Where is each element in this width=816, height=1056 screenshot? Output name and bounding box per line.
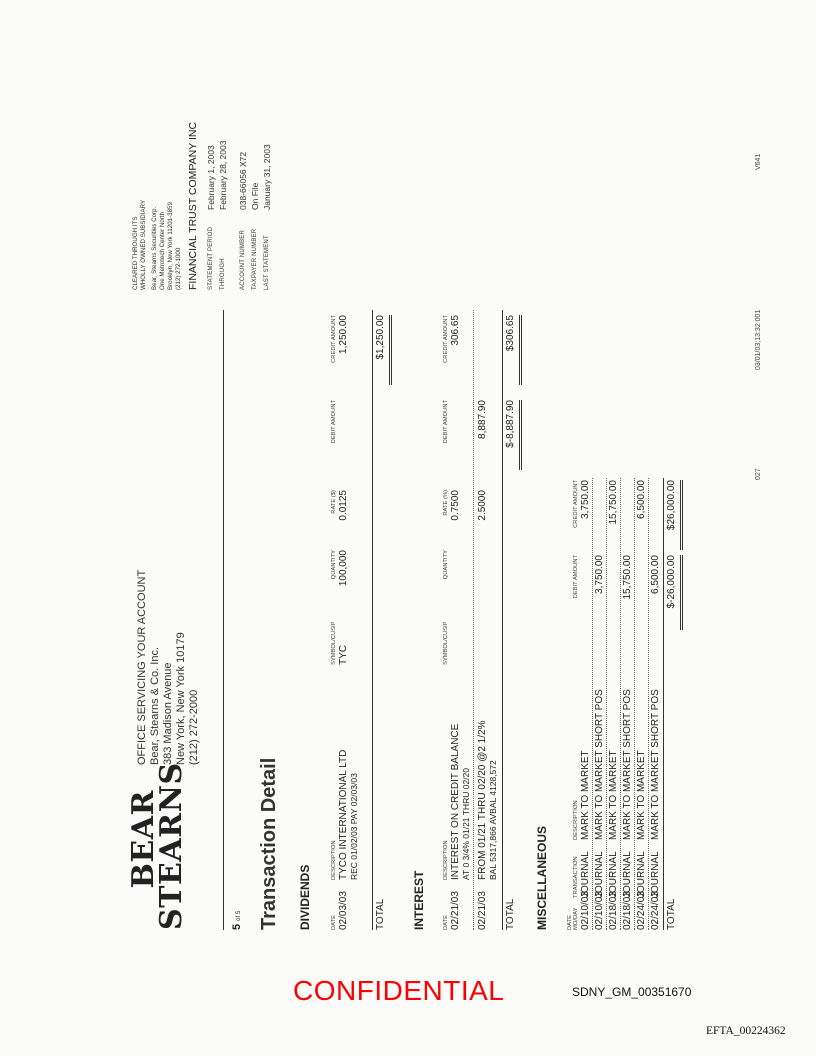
int-row1-credit: 306.65 <box>450 315 461 346</box>
misc-row-txn: JOURNAL <box>622 851 633 898</box>
period-end: February 28, 2003 <box>218 140 228 210</box>
div-total-label: TOTAL <box>375 898 386 930</box>
misc-row-desc: MARK TO MARKET SHORT POS <box>622 689 633 840</box>
misc-heading: MISCELLANEOUS <box>535 825 549 930</box>
footer-code-1: 027 <box>755 468 762 480</box>
confidential-stamp: CONFIDENTIAL <box>293 975 505 1006</box>
div-col-quantity: QUANTITY <box>331 550 337 580</box>
page-of: of 5 <box>236 910 242 921</box>
statement-info <box>205 40 273 290</box>
taxpayer-label: TAXPAYER NUMBER <box>252 228 258 290</box>
int-row1-desc1: INTEREST ON CREDIT BALANCE <box>450 723 461 880</box>
misc-row-date: 02/10/03 <box>594 891 605 930</box>
misc-row-desc: MARK TO MARKET SHORT POS <box>594 689 605 840</box>
int-col-symbol: SYMBOL/CUSIP <box>443 621 449 665</box>
misc-col-credit: CREDIT AMOUNT <box>573 480 579 528</box>
int-col-quantity: QUANTITY <box>443 550 449 580</box>
page-num: 5 <box>231 923 243 930</box>
div-col-description: DESCRIPTION <box>331 840 337 880</box>
page-number <box>231 911 243 930</box>
dividends-heading: DIVIDENDS <box>298 864 312 930</box>
misc-col-debit: DEBIT AMOUNT <box>573 555 579 599</box>
header-divider <box>223 310 224 930</box>
through-label: THROUGH <box>220 258 226 290</box>
int-col-date: DATE <box>443 914 449 930</box>
div-total-underline <box>389 315 392 385</box>
int-col-credit: CREDIT AMOUNT <box>443 315 449 363</box>
div-row-desc2: REC 01/02/03 PAY 02/03/03 <box>349 773 359 880</box>
misc-row-txn: JOURNAL <box>608 851 619 898</box>
last-statement-label: LAST STATEMENT <box>264 235 270 290</box>
int-row1-date: 02/21/03 <box>450 891 461 930</box>
misc-row-debit: 15,750.00 <box>622 555 633 600</box>
footer-code-2: 03/01/03;13:32 001 <box>755 309 762 370</box>
last-statement-date: January 31, 2003 <box>262 144 272 210</box>
client-name: FINANCIAL TRUST COMPANY INC <box>187 121 199 290</box>
logo-line-2: STEARNS <box>154 762 189 930</box>
page-title: Transaction Detail <box>258 757 280 930</box>
misc-total-label: TOTAL <box>666 898 677 930</box>
misc-total-rule <box>663 478 664 930</box>
efta-number: EFTA_00224362 <box>706 1025 786 1037</box>
div-col-debit: DEBIT AMOUNT <box>331 400 337 444</box>
statement-page-rotated <box>126 30 770 930</box>
int-total-label: TOTAL <box>505 898 516 930</box>
misc-row-divider <box>592 478 593 930</box>
int-total-debit-underline <box>519 400 522 470</box>
misc-row-date: 02/24/03 <box>650 891 661 930</box>
misc-row-txn: JOURNAL <box>594 851 605 898</box>
int-row2-debit: 8,887.90 <box>477 400 488 439</box>
bates-number: SDNY_GM_00351670 <box>572 985 692 999</box>
office-line: OFFICE SERVICING YOUR ACCOUNT <box>136 569 148 765</box>
cleared-line: (212) 272-1000 <box>175 247 182 290</box>
div-row-rate: 0.0125 <box>338 490 349 521</box>
misc-row-date: 02/18/03 <box>608 891 619 930</box>
misc-total-credit-underline <box>680 480 683 550</box>
bear-stearns-logo <box>126 762 189 930</box>
misc-row-txn: JOURNAL <box>650 851 661 898</box>
div-col-symbol: SYMBOL/CUSIP <box>331 621 337 665</box>
cleared-line: Bear, Stearns Securities Corp. <box>151 206 158 290</box>
misc-row-debit: 3,750.00 <box>594 555 605 594</box>
div-col-credit: CREDIT AMOUNT <box>331 315 337 363</box>
misc-row-date: 02/24/03 <box>636 891 647 930</box>
misc-col-transaction: TRANSACTION <box>573 856 579 898</box>
misc-total-debit-underline <box>680 555 683 630</box>
misc-row-desc: MARK TO MARKET <box>608 750 619 840</box>
misc-row-debit: 6,500.00 <box>650 555 661 594</box>
misc-row-divider <box>620 478 621 930</box>
int-total-rule <box>502 310 503 930</box>
office-line: Bear, Stearns & Co. Inc. <box>149 646 161 765</box>
misc-row-date: 02/10/03 <box>580 891 591 930</box>
div-row-desc1: TYCO INTERNATIONAL LTD <box>338 749 349 880</box>
cleared-line: CLEARED THROUGH ITS <box>132 216 139 290</box>
cleared-line: One Metrotech Center North <box>159 211 166 290</box>
logo-line-1: BEAR <box>126 790 161 889</box>
office-line: New York, New York 10179 <box>175 632 187 765</box>
misc-row-desc: MARK TO MARKET <box>636 750 647 840</box>
int-row2-rate: 2.5000 <box>477 490 488 521</box>
office-line: (212) 272-2000 <box>188 689 200 765</box>
misc-row-divider <box>606 478 607 930</box>
misc-row-desc: MARK TO MARKET SHORT POS <box>650 689 661 840</box>
int-col-debit: DEBIT AMOUNT <box>443 400 449 444</box>
period-start: February 1, 2003 <box>206 145 216 210</box>
misc-row-date: 02/18/03 <box>622 891 633 930</box>
int-total-credit-underline <box>519 315 522 385</box>
int-row-divider <box>473 310 474 930</box>
int-total-credit: $306.65 <box>505 315 516 352</box>
office-address <box>136 570 201 765</box>
misc-col-description: DESCRIPTION <box>573 800 579 840</box>
div-col-rate: RATE ($) <box>331 490 337 514</box>
misc-row-txn: JOURNAL <box>636 851 647 898</box>
int-row1-desc2: AT 0 3/4% 01/21 THRU 02/20 <box>461 768 471 880</box>
taxpayer-number: On File <box>250 182 260 210</box>
int-col-rate: RATE (%) <box>443 490 449 516</box>
div-total-rule <box>372 310 373 930</box>
office-line: 383 Madison Avenue <box>162 662 174 765</box>
period-label: STATEMENT PERIOD <box>208 226 214 290</box>
misc-row-credit: 3,750.00 <box>580 480 591 519</box>
div-row-symbol: TYC <box>338 645 349 665</box>
misc-row-divider <box>648 478 649 930</box>
int-row2-desc1: FROM 01/21 THRU 02/20 @2 1/2% <box>477 720 488 880</box>
clearing-info <box>132 40 197 290</box>
misc-row-txn: JOURNAL <box>580 851 591 898</box>
misc-total-credit: $26,000.00 <box>666 480 677 531</box>
div-row-date: 02/03/03 <box>338 891 349 930</box>
account-label: ACCOUNT NUMBER <box>240 229 246 290</box>
misc-row-credit: 15,750.00 <box>608 480 619 525</box>
int-row2-date: 02/21/03 <box>477 891 488 930</box>
div-total-credit: $1,250.00 <box>375 315 386 360</box>
int-row1-rate: 0.7500 <box>450 490 461 521</box>
misc-row-credit: 6,500.00 <box>636 480 647 519</box>
div-row-quantity: 100,000 <box>338 550 349 587</box>
account-number: 038-66056 X72 <box>238 151 248 210</box>
int-total-debit: $-8,887.90 <box>505 400 516 448</box>
int-row2-desc2: BAL 5317,866 AVBAL 4128,572 <box>488 760 498 880</box>
cleared-line: WHOLLY OWNED SUBSIDIARY <box>140 199 147 290</box>
misc-row-divider <box>634 478 635 930</box>
misc-col-date: DATE MO/DAY <box>567 907 579 930</box>
cleared-line: Brooklyn, New York 11201-3859 <box>167 202 174 290</box>
interest-heading: INTEREST <box>412 870 426 930</box>
footer-code-3: V641 <box>755 153 762 170</box>
div-col-date: DATE <box>331 914 337 930</box>
div-row-credit: 1,250.00 <box>338 315 349 354</box>
int-col-description: DESCRIPTION <box>443 840 449 880</box>
misc-row-desc: MARK TO MARKET <box>580 750 591 840</box>
misc-total-debit: $-26,000.00 <box>666 555 677 609</box>
